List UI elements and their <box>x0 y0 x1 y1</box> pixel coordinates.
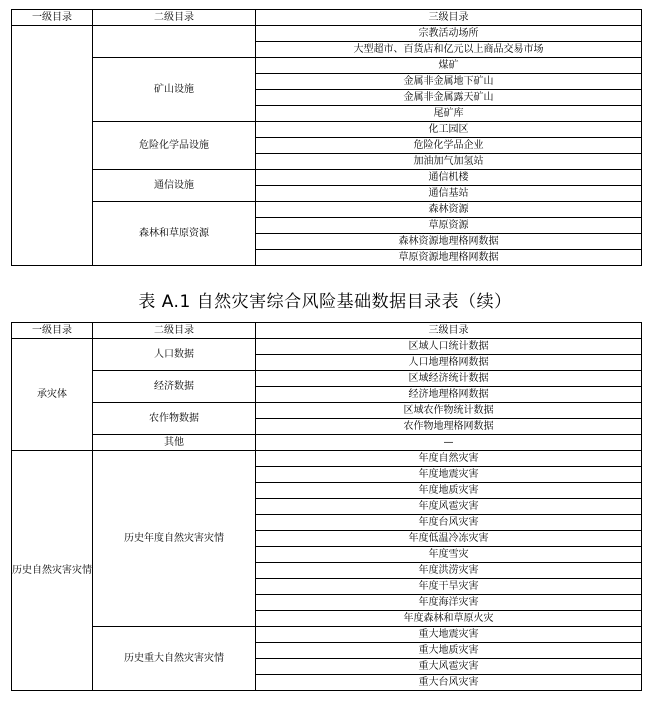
level2-cell: 历史年度自然灾害灾情 <box>93 451 256 627</box>
table-row <box>12 58 642 74</box>
level3-cell: 大型超市、百货店和亿元以上商品交易市场 <box>256 42 642 58</box>
level3-cell: 年度低温冷冻灾害 <box>256 531 642 547</box>
level3-cell: 重大地震灾害 <box>256 627 642 643</box>
level3-cell: 年度森林和草原火灾 <box>256 611 642 627</box>
table-row <box>12 26 642 42</box>
level1-cell <box>12 26 93 266</box>
level2-cell: 通信设施 <box>93 170 256 202</box>
header-level3: 三级目录 <box>256 323 642 339</box>
header-level2: 二级目录 <box>93 323 256 339</box>
level3-cell: 宗教活动场所 <box>256 26 642 42</box>
table-row <box>12 339 642 355</box>
table-row <box>12 122 642 138</box>
level3-cell: 化工园区 <box>256 122 642 138</box>
level3-cell: 草原资源 <box>256 218 642 234</box>
level2-cell: 经济数据 <box>93 371 256 403</box>
level3-cell: 森林资源地理格网数据 <box>256 234 642 250</box>
level3-cell: 尾矿库 <box>256 106 642 122</box>
level2-cell: 人口数据 <box>93 339 256 371</box>
level3-cell: 金属非金属地下矿山 <box>256 74 642 90</box>
level3-cell: 危险化学品企业 <box>256 138 642 154</box>
level3-cell: 年度干旱灾害 <box>256 579 642 595</box>
header-level1: 一级目录 <box>12 10 93 26</box>
level2-cell: 历史重大自然灾害灾情 <box>93 627 256 691</box>
level3-cell: 区域经济统计数据 <box>256 371 642 387</box>
level2-cell: 矿山设施 <box>93 58 256 122</box>
header-level1: 一级目录 <box>12 323 93 339</box>
level3-cell: 重大地质灾害 <box>256 643 642 659</box>
level3-cell: 年度雪灾 <box>256 547 642 563</box>
level2-cell: 其他 <box>93 435 256 451</box>
level1-cell: 承灾体 <box>12 339 93 451</box>
level3-cell: 年度风雹灾害 <box>256 499 642 515</box>
level3-cell: 人口地理格网数据 <box>256 355 642 371</box>
level3-cell: 加油加气加氢站 <box>256 154 642 170</box>
level2-cell <box>93 26 256 58</box>
catalog-table-continued-top <box>11 9 642 266</box>
header-row <box>12 323 642 339</box>
level3-cell: 年度地震灾害 <box>256 467 642 483</box>
level3-cell: 经济地理格网数据 <box>256 387 642 403</box>
level3-cell: 年度自然灾害 <box>256 451 642 467</box>
table-row <box>12 403 642 419</box>
level3-cell: 年度地质灾害 <box>256 483 642 499</box>
level3-cell: — <box>256 435 642 451</box>
level3-cell: 金属非金属露天矿山 <box>256 90 642 106</box>
table-caption: 表 A.1 自然灾害综合风险基础数据目录表（续） <box>138 292 512 312</box>
level1-cell: 历史自然灾害灾情 <box>12 451 93 691</box>
level2-cell: 农作物数据 <box>93 403 256 435</box>
table-row <box>12 627 642 643</box>
header-row <box>12 10 642 26</box>
table-row <box>12 435 642 451</box>
level3-cell: 年度海洋灾害 <box>256 595 642 611</box>
level3-cell: 年度台风灾害 <box>256 515 642 531</box>
level3-cell: 区域农作物统计数据 <box>256 403 642 419</box>
level3-cell: 区域人口统计数据 <box>256 339 642 355</box>
level3-cell: 年度洪涝灾害 <box>256 563 642 579</box>
table-row <box>12 451 642 467</box>
catalog-table-continued-bottom <box>11 322 642 691</box>
level3-cell: 通信基站 <box>256 186 642 202</box>
level3-cell: 草原资源地理格网数据 <box>256 250 642 266</box>
level3-cell: 森林资源 <box>256 202 642 218</box>
header-level2: 二级目录 <box>93 10 256 26</box>
level3-cell: 农作物地理格网数据 <box>256 419 642 435</box>
table-row <box>12 371 642 387</box>
header-level3: 三级目录 <box>256 10 642 26</box>
level2-cell: 危险化学品设施 <box>93 122 256 170</box>
table-row <box>12 170 642 186</box>
level2-cell: 森林和草原资源 <box>93 202 256 266</box>
level3-cell: 通信机楼 <box>256 170 642 186</box>
table-row <box>12 202 642 218</box>
level3-cell: 重大风雹灾害 <box>256 659 642 675</box>
level3-cell: 重大台风灾害 <box>256 675 642 691</box>
level3-cell: 煤矿 <box>256 58 642 74</box>
